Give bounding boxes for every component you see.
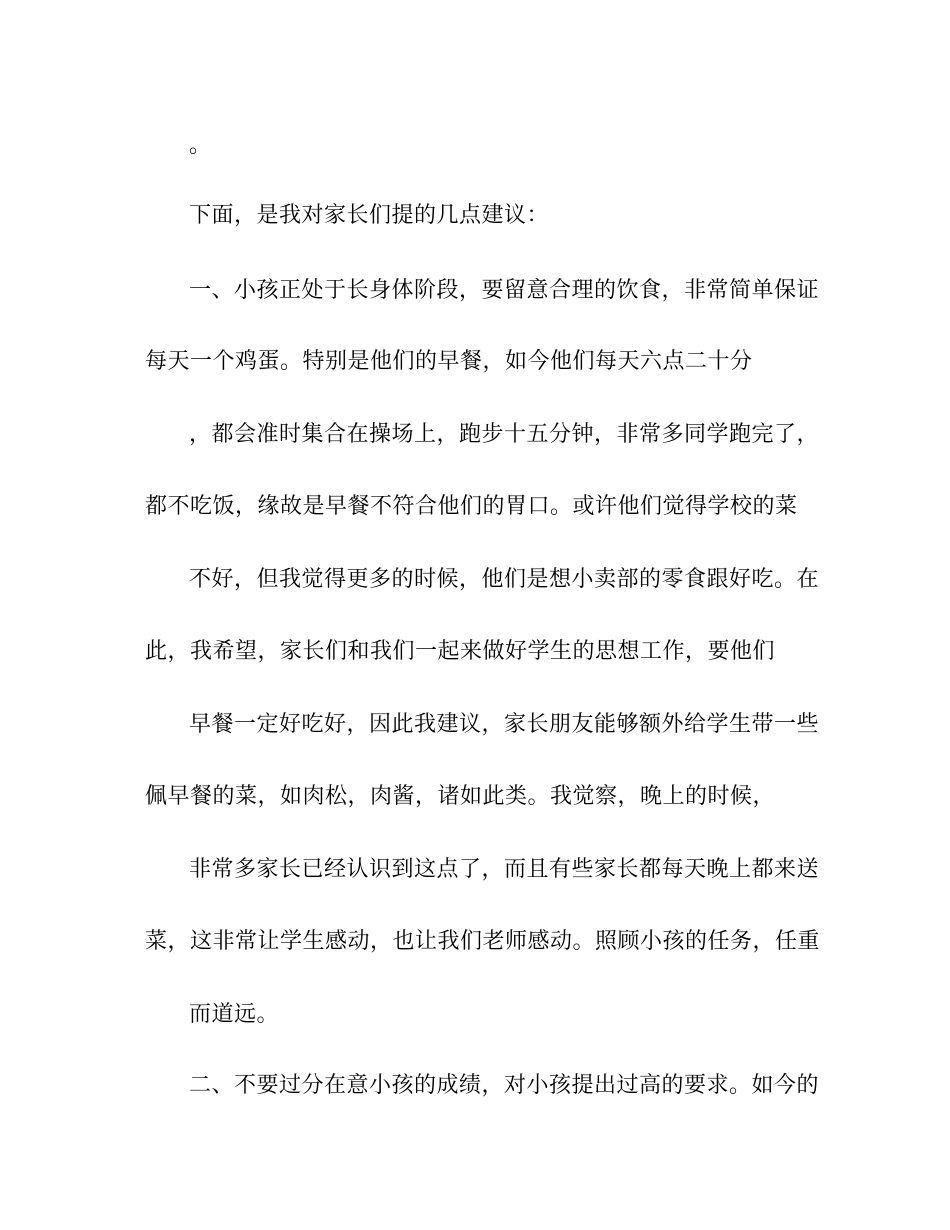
text-line: 而道远。 [189, 1002, 280, 1027]
text-line: 每天一个鸡蛋。特别是他们的早餐，如今他们每天六点二十分 [145, 349, 753, 374]
text-line: 非常多家长已经认识到这点了，而且有些家长都每天晚上都来送 [189, 857, 820, 882]
text-line: 早餐一定好吃好，因此我建议，家长朋友能够额外给学生带一些 [189, 712, 820, 737]
text-line: 都不吃饭，缘故是早餐不符合他们的胃口。或许他们觉得学校的菜 [145, 494, 798, 519]
text-line: 菜，这非常让学生感动，也让我们老师感动。照顾小孩的任务，任重 [145, 929, 821, 954]
text-line: 此，我希望，家长们和我们一起来做好学生的思想工作，要他们 [145, 639, 776, 664]
text-line: 。 [189, 133, 212, 158]
text-line: 二、不要过分在意小孩的成绩，对小孩提出过高的要求。如今的 [189, 1073, 820, 1098]
text-line: 下面，是我对家长们提的几点建议： [189, 203, 550, 228]
text-line: 佩早餐的菜，如肉松，肉酱，诸如此类。我觉察，晚上的时候， [145, 784, 776, 809]
text-line: 不好，但我觉得更多的时候，他们是想小卖部的零食跟好吃。在 [189, 567, 820, 592]
text-line: 一、小孩正处于长身体阶段，要留意合理的饮食，非常简单保证 [189, 278, 820, 303]
text-line: ，都会准时集合在操场上，跑步十五分钟，非常多同学跑完了， [189, 422, 820, 447]
